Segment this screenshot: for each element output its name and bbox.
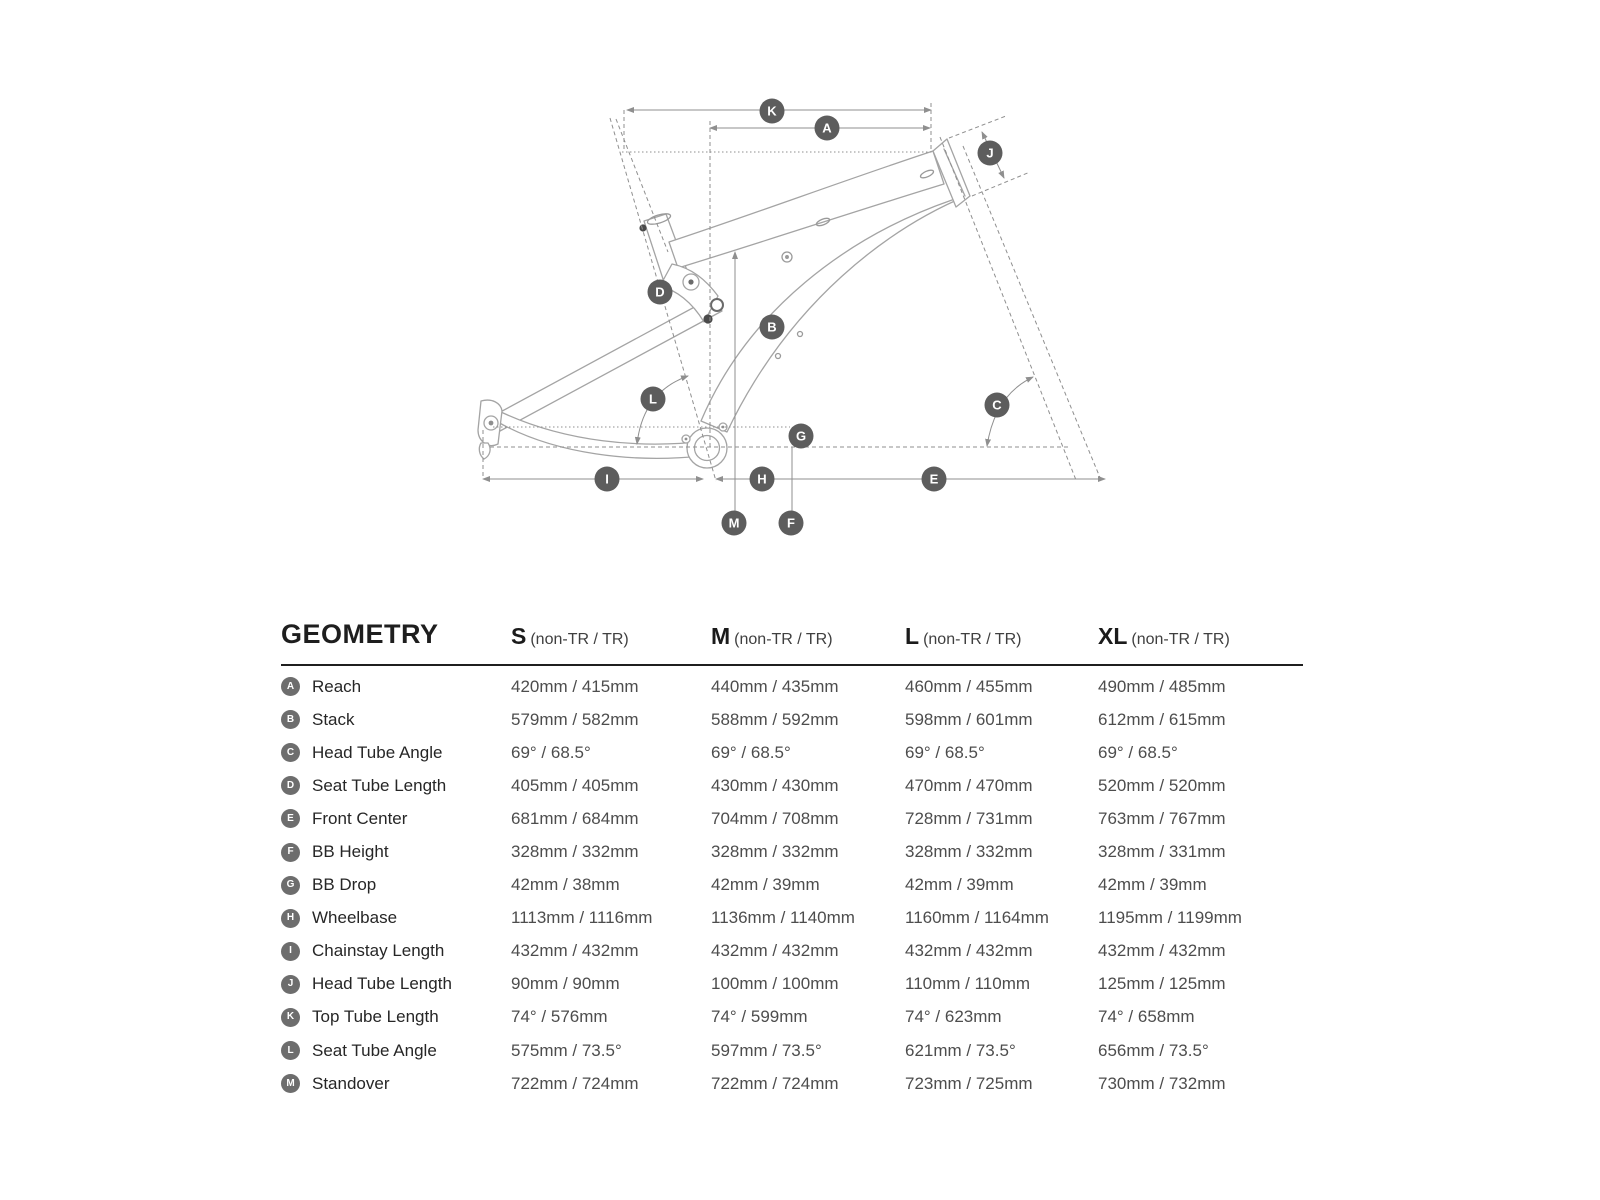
value-cell: 42mm / 39mm xyxy=(711,875,820,895)
row-letter-badge: B xyxy=(281,710,300,729)
table-row xyxy=(281,736,1303,769)
row-letter-badge: K xyxy=(281,1008,300,1027)
frame-illustration-svg xyxy=(440,80,1140,550)
row-label-cell xyxy=(281,974,511,994)
page-title: GEOMETRY xyxy=(281,619,439,649)
row-label: Wheelbase xyxy=(312,908,398,928)
value-cell: 598mm / 601mm xyxy=(905,709,1033,729)
row-label: Seat Tube Length xyxy=(312,775,447,795)
row-letter-badge: J xyxy=(281,975,300,994)
size-suffix: (non-TR / TR) xyxy=(734,631,833,648)
diagram-callout-A: A xyxy=(815,116,840,141)
value-cell: 612mm / 615mm xyxy=(1098,709,1226,729)
diagram-callout-J: J xyxy=(978,141,1003,166)
diagram-callout-E: E xyxy=(922,467,947,492)
value-cell: 328mm / 332mm xyxy=(711,842,839,862)
table-row xyxy=(281,703,1303,736)
table-row xyxy=(281,802,1303,835)
table-row xyxy=(281,1034,1303,1067)
value-cell: 579mm / 582mm xyxy=(511,709,639,729)
diagram-callout-M: M xyxy=(722,511,747,536)
row-label: Head Tube Angle xyxy=(312,742,443,762)
value-cell: 430mm / 430mm xyxy=(711,775,839,795)
diagram-callout-F: F xyxy=(779,511,804,536)
row-label-cell xyxy=(281,1041,511,1061)
size-letter: L xyxy=(905,623,920,649)
derailleur-hanger xyxy=(479,443,490,459)
row-letter-badge: L xyxy=(281,1041,300,1060)
value-cell: 405mm / 405mm xyxy=(511,775,639,795)
value-cell: 74° / 623mm xyxy=(905,1007,1002,1027)
table-header xyxy=(281,592,1303,664)
row-label: Front Center xyxy=(312,808,408,828)
row-label: Reach xyxy=(312,676,362,696)
value-cell: 69° / 68.5° xyxy=(511,742,591,762)
table-row xyxy=(281,670,1303,703)
value-cell: 432mm / 432mm xyxy=(905,941,1033,961)
row-letter-badge: H xyxy=(281,909,300,928)
size-letter: XL xyxy=(1098,623,1128,649)
value-cell: 575mm / 73.5° xyxy=(511,1040,622,1060)
table-row xyxy=(281,835,1303,868)
value-cell: 42mm / 38mm xyxy=(511,875,620,895)
value-cell: 74° / 576mm xyxy=(511,1007,608,1027)
size-letter: M xyxy=(711,623,731,649)
pivot-bolt xyxy=(703,314,712,323)
row-letter-badge: M xyxy=(281,1074,300,1093)
value-cell: 704mm / 708mm xyxy=(711,808,839,828)
column-header-s xyxy=(511,623,711,650)
value-cell: 621mm / 73.5° xyxy=(905,1040,1016,1060)
table-row xyxy=(281,1001,1303,1034)
value-cell: 1195mm / 1199mm xyxy=(1098,908,1242,928)
row-label-cell xyxy=(281,1007,511,1027)
diagram-callout-K: K xyxy=(760,99,785,124)
value-cell: 42mm / 39mm xyxy=(1098,875,1207,895)
value-cell: 722mm / 724mm xyxy=(511,1073,639,1093)
column-header-m xyxy=(711,623,905,650)
row-label: Head Tube Length xyxy=(312,974,452,994)
row-label: BB Drop xyxy=(312,875,377,895)
table-row xyxy=(281,869,1303,902)
value-cell: 432mm / 432mm xyxy=(511,941,639,961)
value-cell: 681mm / 684mm xyxy=(511,808,639,828)
table-row xyxy=(281,968,1303,1001)
table-row xyxy=(281,935,1303,968)
value-cell: 588mm / 592mm xyxy=(711,709,839,729)
diagram-callout-C: C xyxy=(985,393,1010,418)
column-header-l xyxy=(905,623,1098,650)
bike-frame-illustration xyxy=(478,139,970,468)
value-cell: 460mm / 455mm xyxy=(905,676,1033,696)
size-suffix: (non-TR / TR) xyxy=(1131,631,1230,648)
chain-stay xyxy=(496,412,706,458)
geometry-table xyxy=(281,592,1303,1100)
row-label: Standover xyxy=(312,1073,390,1093)
size-suffix: (non-TR / TR) xyxy=(530,631,629,648)
value-cell: 90mm / 90mm xyxy=(511,974,620,994)
value-cell: 328mm / 332mm xyxy=(905,842,1033,862)
value-cell: 100mm / 100mm xyxy=(711,974,839,994)
table-row xyxy=(281,902,1303,935)
value-cell: 42mm / 39mm xyxy=(905,875,1014,895)
row-letter-badge: G xyxy=(281,876,300,895)
row-label-cell xyxy=(281,842,511,862)
value-cell: 420mm / 415mm xyxy=(511,676,639,696)
value-cell: 69° / 68.5° xyxy=(905,742,985,762)
value-cell: 1160mm / 1164mm xyxy=(905,908,1049,928)
diagram-callout-H: H xyxy=(750,467,775,492)
diagram-callout-G: G xyxy=(789,424,814,449)
row-letter-badge: F xyxy=(281,843,300,862)
row-label-cell xyxy=(281,809,511,829)
row-label-cell xyxy=(281,1074,511,1094)
value-cell: 125mm / 125mm xyxy=(1098,974,1226,994)
row-label: Chainstay Length xyxy=(312,941,445,961)
value-cell: 597mm / 73.5° xyxy=(711,1040,822,1060)
value-cell: 74° / 658mm xyxy=(1098,1007,1195,1027)
row-label: Seat Tube Angle xyxy=(312,1040,437,1060)
value-cell: 763mm / 767mm xyxy=(1098,808,1226,828)
value-cell: 110mm / 110mm xyxy=(905,974,1031,994)
row-label: Stack xyxy=(312,709,355,729)
row-letter-badge: E xyxy=(281,809,300,828)
value-cell: 1113mm / 1116mm xyxy=(511,908,653,928)
size-suffix: (non-TR / TR) xyxy=(923,631,1022,648)
dim-arc-L xyxy=(637,376,688,444)
row-label-cell xyxy=(281,908,511,928)
row-letter-badge: A xyxy=(281,677,300,696)
row-label-cell xyxy=(281,677,511,697)
value-cell: 656mm / 73.5° xyxy=(1098,1040,1209,1060)
row-label: Top Tube Length xyxy=(312,1007,439,1027)
value-cell: 723mm / 725mm xyxy=(905,1073,1033,1093)
value-cell: 328mm / 332mm xyxy=(511,842,639,862)
row-label-cell xyxy=(281,941,511,961)
column-header-xl xyxy=(1098,623,1303,650)
value-cell: 74° / 599mm xyxy=(711,1007,808,1027)
diagram-callout-B: B xyxy=(760,315,785,340)
header-rule xyxy=(281,664,1303,666)
row-label-cell xyxy=(281,875,511,895)
table-row xyxy=(281,769,1303,802)
value-cell: 490mm / 485mm xyxy=(1098,676,1226,696)
row-label-cell xyxy=(281,743,511,763)
value-cell: 520mm / 520mm xyxy=(1098,775,1226,795)
row-label-cell xyxy=(281,710,511,730)
row-label-cell xyxy=(281,776,511,796)
value-cell: 328mm / 331mm xyxy=(1098,842,1226,862)
value-cell: 730mm / 732mm xyxy=(1098,1073,1226,1093)
value-cell: 69° / 68.5° xyxy=(711,742,791,762)
bike-geometry-diagram xyxy=(440,80,1140,550)
value-cell: 470mm / 470mm xyxy=(905,775,1033,795)
seat-stay xyxy=(493,297,722,431)
row-letter-badge: C xyxy=(281,743,300,762)
seat-clamp-bolt xyxy=(639,224,646,231)
diagram-callout-I: I xyxy=(595,467,620,492)
row-label: BB Height xyxy=(312,842,389,862)
diagram-callout-L: L xyxy=(641,387,666,412)
value-cell: 432mm / 432mm xyxy=(711,941,839,961)
table-body xyxy=(281,670,1303,1100)
row-letter-badge: D xyxy=(281,776,300,795)
value-cell: 728mm / 731mm xyxy=(905,808,1033,828)
table-row xyxy=(281,1067,1303,1100)
value-cell: 432mm / 432mm xyxy=(1098,941,1226,961)
row-letter-badge: I xyxy=(281,942,300,961)
value-cell: 69° / 68.5° xyxy=(1098,742,1178,762)
diagram-callout-D: D xyxy=(648,280,673,305)
value-cell: 722mm / 724mm xyxy=(711,1073,839,1093)
value-cell: 440mm / 435mm xyxy=(711,676,839,696)
value-cell: 1136mm / 1140mm xyxy=(711,908,855,928)
size-letter: S xyxy=(511,623,527,649)
